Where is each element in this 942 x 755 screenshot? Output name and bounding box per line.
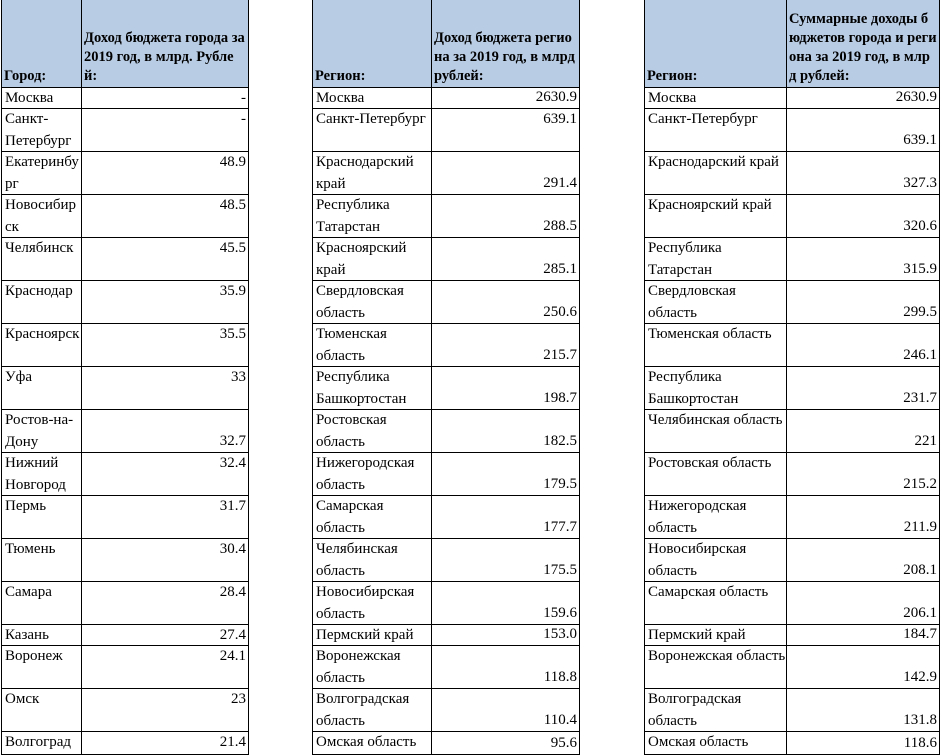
t2-cell-name[interactable]: Красноярский край (313, 238, 432, 281)
t3-cell-value[interactable]: 206.1 (787, 582, 940, 625)
t2-cell-value[interactable]: 288.5 (432, 195, 580, 238)
t3-cell-name[interactable]: Челябинская область (645, 410, 787, 453)
t3-cell-name[interactable]: Ростовская область (645, 453, 787, 496)
t2-cell-value[interactable]: 175.5 (432, 539, 580, 582)
t2-header-value[interactable]: Доход бюджета региона за 2019 год, в млрд рублей: (432, 0, 580, 88)
t2-cell-name[interactable]: Республика Татарстан (313, 195, 432, 238)
t2-cell-value[interactable]: 153.0 (432, 625, 580, 646)
t1-cell-name[interactable]: Челябинск (2, 238, 82, 281)
t3-cell-value[interactable]: 211.9 (787, 496, 940, 539)
t2-cell-name[interactable]: Республика Башкортостан (313, 367, 432, 410)
t1-cell-value[interactable]: 21.4 (82, 732, 249, 755)
t2-cell-value[interactable]: 291.4 (432, 152, 580, 195)
t1-cell-name[interactable]: Нижний Новгород (2, 453, 82, 496)
t1-cell-value[interactable]: 48.5 (82, 195, 249, 238)
t1-cell-name[interactable]: Тюмень (2, 539, 82, 582)
t2-cell-name[interactable]: Омская область (313, 732, 432, 755)
t2-cell-name[interactable]: Москва (313, 88, 432, 109)
t1-cell-value[interactable]: 35.5 (82, 324, 249, 367)
t3-cell-name[interactable]: Республика Башкортостан (645, 367, 787, 410)
t2-cell-value[interactable]: 215.7 (432, 324, 580, 367)
t3-cell-value[interactable]: 231.7 (787, 367, 940, 410)
t1-cell-name[interactable]: Уфа (2, 367, 82, 410)
t3-cell-value[interactable]: 639.1 (787, 109, 940, 152)
t2-cell-name[interactable]: Краснодарский край (313, 152, 432, 195)
t3-cell-name[interactable]: Воронежская область (645, 646, 787, 689)
t3-cell-value[interactable]: 246.1 (787, 324, 940, 367)
t2-cell-value[interactable]: 182.5 (432, 410, 580, 453)
t1-cell-name[interactable]: Воронеж (2, 646, 82, 689)
t3-cell-name[interactable]: Пермский край (645, 625, 787, 646)
t1-cell-value[interactable]: 23 (82, 689, 249, 732)
t3-header-name[interactable]: Регион: (645, 0, 787, 88)
t2-cell-name[interactable]: Волгоградская область (313, 689, 432, 732)
t2-cell-value[interactable]: 639.1 (432, 109, 580, 152)
t2-cell-value[interactable]: 198.7 (432, 367, 580, 410)
t1-cell-name[interactable]: Самара (2, 582, 82, 625)
t3-cell-name[interactable]: Тюменская область (645, 324, 787, 367)
t1-cell-value[interactable]: 28.4 (82, 582, 249, 625)
t3-cell-value[interactable]: 221 (787, 410, 940, 453)
t1-cell-value[interactable]: 27.4 (82, 625, 249, 646)
t2-cell-name[interactable]: Свердловская область (313, 281, 432, 324)
t2-cell-name[interactable]: Тюменская область (313, 324, 432, 367)
t2-cell-value[interactable]: 110.4 (432, 689, 580, 732)
t2-cell-value[interactable]: 159.6 (432, 582, 580, 625)
t3-cell-value[interactable]: 320.6 (787, 195, 940, 238)
t3-cell-value[interactable]: 215.2 (787, 453, 940, 496)
t1-header-name[interactable]: Город: (2, 0, 82, 88)
t3-cell-name[interactable]: Самарская область (645, 582, 787, 625)
t3-cell-name[interactable]: Красноярский край (645, 195, 787, 238)
t2-header-name[interactable]: Регион: (313, 0, 432, 88)
t1-cell-value[interactable]: 31.7 (82, 496, 249, 539)
t3-cell-name[interactable]: Санкт-Петербург (645, 109, 787, 152)
t1-cell-name[interactable]: Краснодар (2, 281, 82, 324)
t2-cell-name[interactable]: Пермский край (313, 625, 432, 646)
t2-cell-name[interactable]: Воронежская область (313, 646, 432, 689)
t2-cell-name[interactable]: Новосибирская область (313, 582, 432, 625)
t1-cell-name[interactable]: Красноярск (2, 324, 82, 367)
t3-cell-name[interactable]: Республика Татарстан (645, 238, 787, 281)
t1-cell-value[interactable]: 33 (82, 367, 249, 410)
t1-cell-name[interactable]: Омск (2, 689, 82, 732)
t1-cell-name[interactable]: Ростов-на-Дону (2, 410, 82, 453)
t3-cell-value[interactable]: 327.3 (787, 152, 940, 195)
t2-cell-name[interactable]: Санкт-Петербург (313, 109, 432, 152)
t3-cell-value[interactable]: 299.5 (787, 281, 940, 324)
t1-cell-value[interactable]: 48.9 (82, 152, 249, 195)
t3-cell-value[interactable]: 208.1 (787, 539, 940, 582)
t2-cell-value[interactable]: 285.1 (432, 238, 580, 281)
t2-cell-name[interactable]: Челябинская область (313, 539, 432, 582)
t1-cell-name[interactable]: Санкт-Петербург (2, 109, 82, 152)
t3-cell-name[interactable]: Нижегородская область (645, 496, 787, 539)
t1-cell-name[interactable]: Казань (2, 625, 82, 646)
t3-cell-name[interactable]: Новосибирская область (645, 539, 787, 582)
t2-cell-name[interactable]: Ростовская область (313, 410, 432, 453)
t3-cell-name[interactable]: Москва (645, 88, 787, 109)
t1-cell-name[interactable]: Екатеринбург (2, 152, 82, 195)
t1-cell-name[interactable]: Пермь (2, 496, 82, 539)
t2-cell-value[interactable]: 95.6 (432, 732, 580, 755)
t2-cell-value[interactable]: 2630.9 (432, 88, 580, 109)
t2-cell-value[interactable]: 179.5 (432, 453, 580, 496)
t1-cell-name[interactable]: Волгоград (2, 732, 82, 755)
t1-cell-value[interactable]: 35.9 (82, 281, 249, 324)
t1-cell-value[interactable]: - (82, 109, 249, 152)
t3-cell-name[interactable]: Волгоградская область (645, 689, 787, 732)
t2-cell-value[interactable]: 177.7 (432, 496, 580, 539)
t1-header-value[interactable]: Доход бюджета города за 2019 год, в млрд. Рублей: (82, 0, 249, 88)
t2-cell-value[interactable]: 250.6 (432, 281, 580, 324)
t3-cell-name[interactable]: Свердловская область (645, 281, 787, 324)
t3-cell-name[interactable]: Краснодарский край (645, 152, 787, 195)
t1-cell-value[interactable]: 30.4 (82, 539, 249, 582)
t3-header-value[interactable]: Суммарные доходы бюджетов города и региона за 2019 год, в млрд рублей: (787, 0, 940, 88)
t1-cell-name[interactable]: Москва (2, 88, 82, 109)
t1-cell-value[interactable]: 32.4 (82, 453, 249, 496)
t2-cell-value[interactable]: 118.8 (432, 646, 580, 689)
t3-cell-value[interactable]: 131.8 (787, 689, 940, 732)
t1-cell-name[interactable]: Новосибирск (2, 195, 82, 238)
t1-cell-value[interactable]: 45.5 (82, 238, 249, 281)
t3-cell-value[interactable]: 142.9 (787, 646, 940, 689)
t3-cell-value[interactable]: 118.6 (787, 732, 940, 755)
t1-cell-value[interactable]: 32.7 (82, 410, 249, 453)
t2-cell-name[interactable]: Самарская область (313, 496, 432, 539)
t1-cell-value[interactable]: 24.1 (82, 646, 249, 689)
t1-cell-value[interactable]: - (82, 88, 249, 109)
t3-cell-name[interactable]: Омская область (645, 732, 787, 755)
t3-cell-value[interactable]: 2630.9 (787, 88, 940, 109)
t3-cell-value[interactable]: 315.9 (787, 238, 940, 281)
t3-cell-value[interactable]: 184.7 (787, 625, 940, 646)
t2-cell-name[interactable]: Нижегородская область (313, 453, 432, 496)
